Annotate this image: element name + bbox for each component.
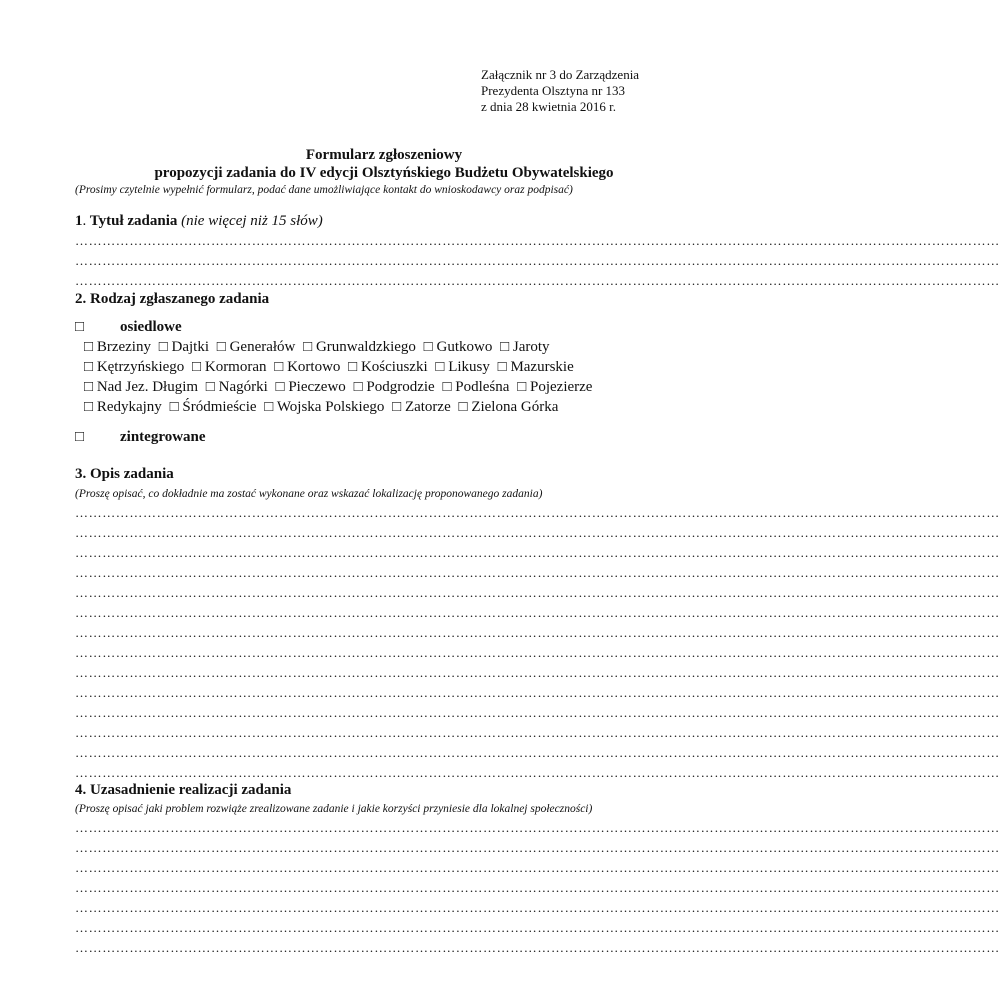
- answer-line[interactable]: ……………………………………………………………………………………………………………………………………………………………………………………: [75, 545, 1000, 560]
- section-2-heading: 2. Rodzaj zgłaszanego zadania: [75, 291, 270, 307]
- answer-line[interactable]: ……………………………………………………………………………………………………………………………………………………………………………………: [75, 685, 1000, 700]
- section-3-heading: 3. Opis zadania: [75, 466, 174, 482]
- district-option[interactable]: [206, 379, 268, 395]
- answer-line[interactable]: ……………………………………………………………………………………………………………………………………………………………………………………: [75, 900, 1000, 915]
- form-title: Formularz zgłoszeniowy: [305, 147, 463, 163]
- district-option[interactable]: [274, 359, 340, 375]
- district-label: Kętrzyńskiego: [96, 359, 185, 375]
- option-osiedlowe[interactable]: [75, 317, 182, 337]
- form-instructions: (Prosimy czytelnie wypełnić formularz, podać dane umożliwiające kontakt do wnioskodawcy oraz podpisać): [75, 184, 573, 196]
- district-label: Pojezierze: [530, 379, 593, 395]
- district-label: Generałów: [229, 339, 296, 355]
- checkbox[interactable]: □: [84, 399, 94, 415]
- answer-line[interactable]: ……………………………………………………………………………………………………………………………………………………………………………………: [75, 273, 1000, 288]
- district-label: Brzeziny: [96, 339, 151, 355]
- answer-line[interactable]: ……………………………………………………………………………………………………………………………………………………………………………………: [75, 645, 1000, 660]
- answer-line[interactable]: ……………………………………………………………………………………………………………………………………………………………………………………: [75, 745, 1000, 760]
- annex-line-1: Załącznik nr 3 do Zarządzenia: [481, 67, 640, 82]
- checkbox[interactable]: □: [392, 399, 402, 415]
- answer-line[interactable]: ……………………………………………………………………………………………………………………………………………………………………………………: [75, 605, 1000, 620]
- checkbox[interactable]: □: [423, 339, 433, 355]
- form-subtitle: propozycji zadania do IV edycji Olsztyńskiego Budżetu Obywatelskiego: [154, 165, 614, 181]
- answer-line[interactable]: ……………………………………………………………………………………………………………………………………………………………………………………: [75, 880, 1000, 895]
- district-label: Jaroty: [512, 339, 550, 355]
- district-label: Nagórki: [218, 379, 268, 395]
- checkbox-zintegrowane[interactable]: □: [75, 429, 85, 445]
- district-label: Nad Jez. Długim: [96, 379, 199, 395]
- section-4-note: (Proszę opisać jaki problem rozwiąże zrealizowane zadanie i jakie korzyści przyniesie dla lokalnej społeczności): [75, 803, 593, 815]
- district-option[interactable]: [517, 379, 592, 395]
- annex-line-3: z dnia 28 kwietnia 2016 r.: [481, 99, 617, 114]
- answer-line[interactable]: ……………………………………………………………………………………………………………………………………………………………………………………: [75, 565, 1000, 580]
- checkbox[interactable]: □: [303, 339, 313, 355]
- option-osiedlowe-label: osiedlowe: [120, 319, 182, 335]
- district-option[interactable]: [459, 399, 559, 415]
- checkbox[interactable]: □: [458, 399, 468, 415]
- section-1-heading: [75, 211, 323, 231]
- section-3-note: (Proszę opisać, co dokładnie ma zostać wykonane oraz wskazać lokalizację proponowanego zadania): [75, 488, 543, 500]
- answer-line[interactable]: ……………………………………………………………………………………………………………………………………………………………………………………: [75, 665, 1000, 680]
- district-option[interactable]: [170, 399, 257, 415]
- answer-line[interactable]: ……………………………………………………………………………………………………………………………………………………………………………………: [75, 705, 1000, 720]
- district-option[interactable]: [84, 379, 198, 395]
- option-zintegrowane[interactable]: [75, 427, 206, 447]
- checkbox[interactable]: □: [275, 379, 285, 395]
- districts-line-3: [84, 377, 596, 397]
- district-option[interactable]: [303, 339, 416, 355]
- answer-line[interactable]: ……………………………………………………………………………………………………………………………………………………………………………………: [75, 525, 1000, 540]
- district-label: Podgrodzie: [366, 379, 435, 395]
- district-option[interactable]: [392, 399, 451, 415]
- district-label: Mazurskie: [510, 359, 574, 375]
- answer-line[interactable]: ……………………………………………………………………………………………………………………………………………………………………………………: [75, 585, 1000, 600]
- annex-line-2: Prezydenta Olsztyna nr 133: [481, 83, 626, 98]
- district-option[interactable]: [276, 379, 346, 395]
- district-option[interactable]: [264, 399, 384, 415]
- answer-line[interactable]: ……………………………………………………………………………………………………………………………………………………………………………………: [75, 765, 1000, 780]
- districts-line-1: [84, 337, 554, 357]
- checkbox[interactable]: □: [274, 359, 284, 375]
- section-4-heading: 4. Uzasadnienie realizacji zadania: [75, 782, 292, 798]
- district-option[interactable]: [84, 339, 151, 355]
- district-label: Śródmieście: [182, 399, 257, 415]
- section-1-label: Tytuł zadania: [86, 213, 178, 229]
- checkbox[interactable]: □: [84, 359, 94, 375]
- districts-line-4: [84, 397, 562, 417]
- district-label: Podleśna: [455, 379, 510, 395]
- district-label: Wojska Polskiego: [276, 399, 385, 415]
- answer-line[interactable]: ……………………………………………………………………………………………………………………………………………………………………………………: [75, 233, 1000, 248]
- checkbox[interactable]: □: [169, 399, 179, 415]
- district-label: Kormoran: [204, 359, 267, 375]
- annex-header: [481, 67, 639, 115]
- district-label: Zielona Górka: [471, 399, 559, 415]
- district-option[interactable]: [435, 359, 489, 375]
- district-option[interactable]: [354, 379, 435, 395]
- option-zintegrowane-label: zintegrowane: [120, 429, 206, 445]
- district-option[interactable]: [84, 399, 162, 415]
- district-option[interactable]: [498, 359, 574, 375]
- checkbox[interactable]: □: [192, 359, 202, 375]
- checkbox[interactable]: □: [517, 379, 527, 395]
- districts-line-2: [84, 357, 578, 377]
- answer-line[interactable]: ……………………………………………………………………………………………………………………………………………………………………………………: [75, 860, 1000, 875]
- district-option[interactable]: [442, 379, 509, 395]
- checkbox[interactable]: □: [158, 339, 168, 355]
- district-option[interactable]: [192, 359, 266, 375]
- checkbox[interactable]: □: [264, 399, 274, 415]
- district-label: Zatorze: [404, 399, 451, 415]
- answer-line[interactable]: ……………………………………………………………………………………………………………………………………………………………………………………: [75, 725, 1000, 740]
- district-option[interactable]: [84, 359, 184, 375]
- answer-line[interactable]: ……………………………………………………………………………………………………………………………………………………………………………………: [75, 820, 1000, 835]
- checkbox[interactable]: □: [442, 379, 452, 395]
- answer-line[interactable]: ……………………………………………………………………………………………………………………………………………………………………………………: [75, 940, 1000, 955]
- district-option[interactable]: [348, 359, 427, 375]
- checkbox[interactable]: □: [353, 379, 363, 395]
- checkbox[interactable]: □: [84, 339, 94, 355]
- district-option[interactable]: [217, 339, 296, 355]
- checkbox[interactable]: □: [216, 339, 226, 355]
- district-option[interactable]: [424, 339, 493, 355]
- checkbox[interactable]: □: [205, 379, 215, 395]
- district-option[interactable]: [159, 339, 209, 355]
- section-1-separator: .: [82, 213, 87, 229]
- checkbox[interactable]: □: [435, 359, 445, 375]
- checkbox[interactable]: □: [84, 379, 94, 395]
- answer-line[interactable]: ……………………………………………………………………………………………………………………………………………………………………………………: [75, 920, 1000, 935]
- district-label: Grunwaldzkiego: [315, 339, 416, 355]
- district-label: Pieczewo: [288, 379, 346, 395]
- district-label: Kortowo: [287, 359, 341, 375]
- answer-line[interactable]: ……………………………………………………………………………………………………………………………………………………………………………………: [75, 253, 1000, 268]
- district-label: Likusy: [448, 359, 490, 375]
- district-label: Gutkowo: [436, 339, 493, 355]
- answer-line[interactable]: ……………………………………………………………………………………………………………………………………………………………………………………: [75, 505, 1000, 520]
- checkbox[interactable]: □: [348, 359, 358, 375]
- checkbox-osiedlowe[interactable]: □: [75, 319, 85, 335]
- district-label: Dajtki: [171, 339, 210, 355]
- district-label: Kościuszki: [360, 359, 428, 375]
- section-1-note: (nie więcej niż 15 słów): [177, 213, 323, 229]
- section-1-number: 1: [75, 213, 83, 229]
- checkbox[interactable]: □: [500, 339, 510, 355]
- district-option[interactable]: [500, 339, 549, 355]
- answer-line[interactable]: ……………………………………………………………………………………………………………………………………………………………………………………: [75, 840, 1000, 855]
- district-label: Redykajny: [96, 399, 162, 415]
- answer-line[interactable]: ……………………………………………………………………………………………………………………………………………………………………………………: [75, 625, 1000, 640]
- checkbox[interactable]: □: [497, 359, 507, 375]
